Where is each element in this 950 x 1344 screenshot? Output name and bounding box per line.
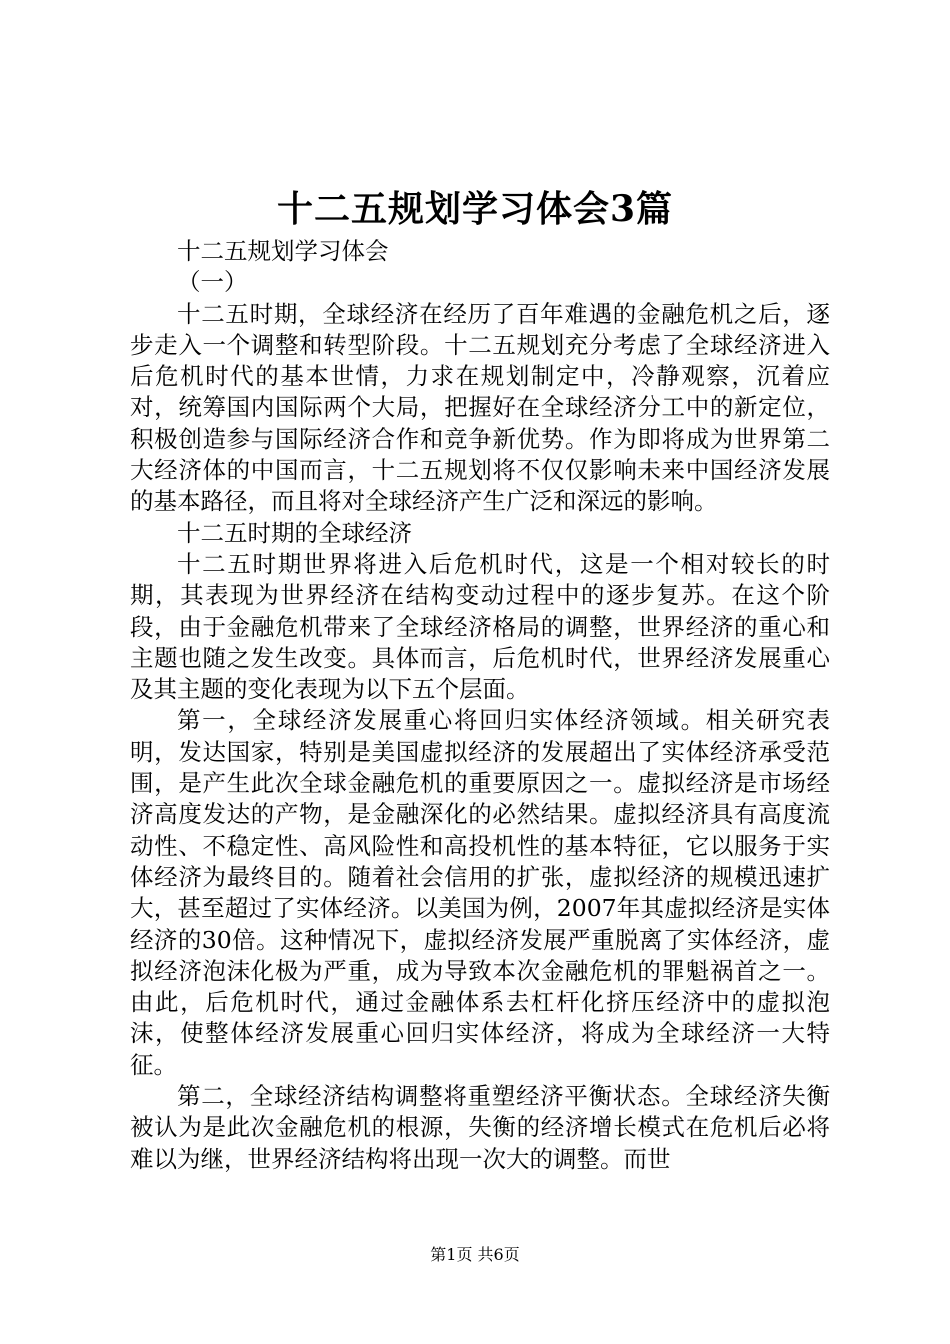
body-paragraph: 第一，全球经济发展重心将回归实体经济领域。相关研究表明，发达国家，特别是美国虚拟经济的发展超出了实体经济承受范围，是产生此次全球金融危机的重要原因之一。虚拟经济是市场经济高度发达的产物，是金融深化的必然结果。虚拟经济具有高度流动性、不稳定性、高风险性和高投机性的基本特征，它以服务于实体经济为最终目的。随着社会信用的扩张，虚拟经济的规模迅速扩大，甚至超过了实体经济。以美国为例，2007年其虚拟经济是实体经济的30倍。这种情况下，虚拟经济发展严重脱离了实体经济，虚拟经济泡沫化极为严重，成为导致本次金融危机的罪魁祸首之一。由此，后危机时代，通过金融体系去杠杆化挤压经济中的虚拟泡沫，使整体经济发展重心回归实体经济，将成为全球经济一大特征。 (130, 706, 830, 1079)
document-title: 十二五规划学习体会3篇 (276, 188, 674, 230)
page-footer: 第1页 共6页 (430, 1245, 520, 1264)
body-paragraph: 十二五时期，全球经济在经历了百年难遇的金融危机之后，逐步走入一个调整和转型阶段。十二五规划充分考虑了全球经济进入后危机时代的基本世情，力求在规划制定中，冷静观察，沉着应对，统筹国内国际两个大局，把握好在全球经济分工中的新定位，积极创造参与国际经济合作和竞争新优势。作为即将成为世界第二大经济体的中国而言，十二五规划将不仅仅影响未来中国经济发展的基本路径，而且将对全球经济产生广泛和深远的影响。 (130, 299, 830, 516)
document-body (130, 236, 830, 1175)
body-paragraph: 第二，全球经济结构调整将重塑经济平衡状态。全球经济失衡被认为是此次金融危机的根源，失衡的经济增长模式在危机后必将难以为继，世界经济结构将出现一次大的调整。而世 (130, 1082, 830, 1173)
body-paragraph: 十二五时期世界将进入后危机时代，这是一个相对较长的时期，其表现为世界经济在结构变动过程中的逐步复苏。在这个阶段，由于金融危机带来了全球经济格局的调整，世界经济的重心和主题也随之发生改变。具体而言，后危机时代，世界经济发展重心及其主题的变化表现为以下五个层面。 (130, 549, 830, 704)
section-heading: 十二五时期的全球经济 (177, 518, 412, 547)
section-heading: 十二五规划学习体会 (177, 237, 389, 265)
section-number: （一） (177, 268, 248, 297)
